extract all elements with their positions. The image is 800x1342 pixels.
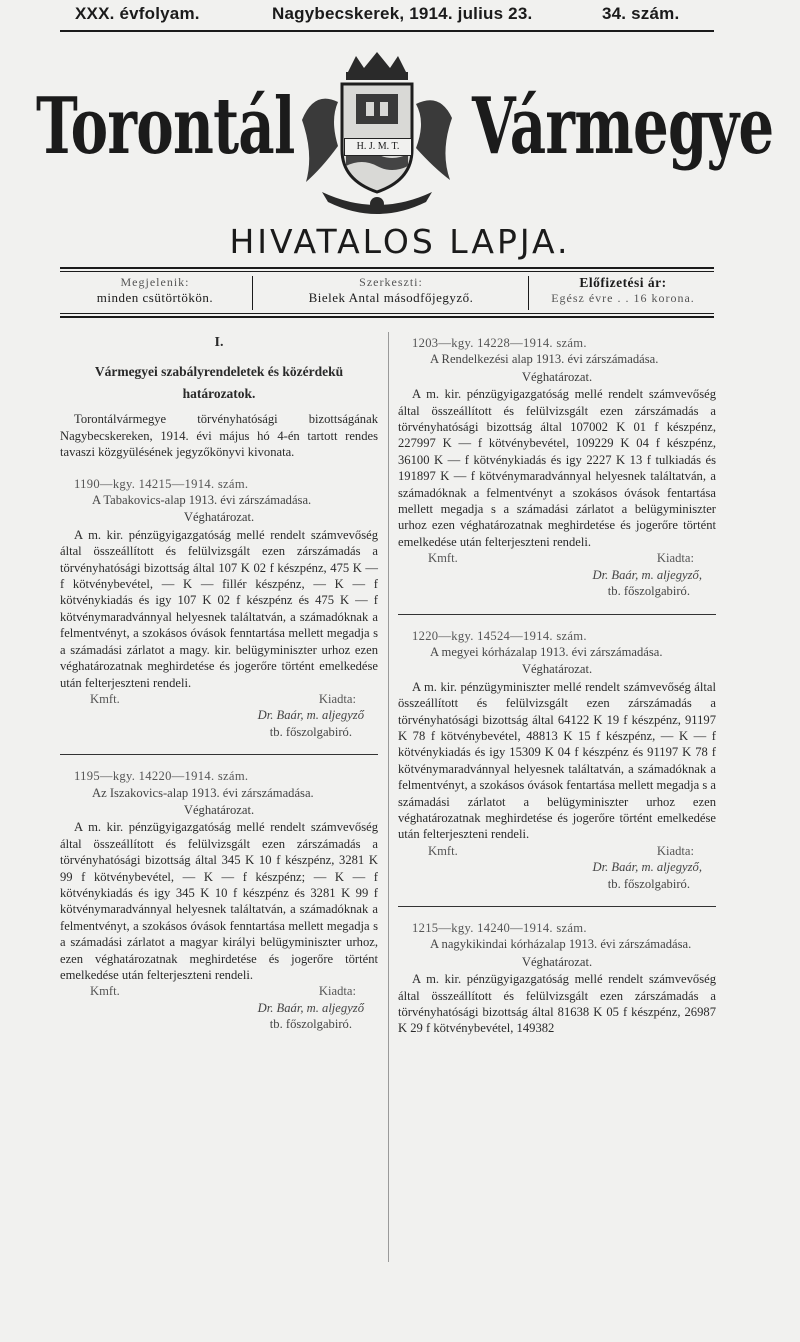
article-ref: 1203—kgy. 14228—1914. szám. [412,336,587,350]
article-separator [398,906,716,907]
section-number: I. [214,335,224,350]
coat-of-arms-icon [292,50,462,218]
published-value: minden csütörtökön. [96,290,214,305]
article-heading: Véghatározat. [521,662,593,677]
subscription-box [532,275,714,306]
signature-row [60,691,378,707]
article-ref: 1190—kgy. 14215—1914. szám. [74,476,249,491]
info-bottom-rule [60,316,714,318]
title-left: Torontál [36,81,295,172]
signer-name: Dr. Baár, m. aljegyző [257,1000,364,1015]
article-subject: A nagykikindai kórházalap 1913. évi zárszámadása. [430,937,692,952]
signer-title: tb. főszolgabiró. [607,876,690,891]
info-divider-2 [528,276,529,310]
signature-row [398,843,716,859]
kmft-label: Kmft. [428,551,458,566]
article-separator [60,754,378,755]
subscription-value: Egész évre . . 16 korona. [551,291,695,305]
coat-of-arms [292,50,462,218]
editor-box [256,275,526,306]
signature-row [60,983,378,999]
signature-row [398,550,716,566]
article-1190 [60,476,378,741]
article-ref: 1215—kgy. 14240—1914. szám. [412,921,587,935]
article-ref: 1195—kgy. 14220—1914. szám. [74,769,249,784]
article-heading: Véghatározat. [521,954,593,969]
published-label: Megjelenik: [120,275,190,289]
editor-value: Bielek Antal másodfőjegyző. [308,290,474,305]
article-subject: A Tabakovics-alap 1913. évi zárszámadása. [92,493,312,508]
info-top-rule-thin [60,271,714,272]
article-heading: Véghatározat. [183,510,255,525]
title-right: Vármegye [472,81,774,172]
subtitle: HIVATALOS LAPJA. [229,222,571,261]
article-body: A m. kir. pénzügyigazgatóság mellé rendelt számvevőség által összeállított és felülvizsgált ezen zárszámadás a törvényhatósági bizottság által 81638 K 05 f készpénz, 26987 K 29 f kötvénybevétel, 149382 [398,972,716,1036]
kiadta-label: Kiadta: [656,551,694,566]
article-1215 [398,920,716,1037]
left-column [60,335,378,1033]
signer-name: Dr. Baár, m. aljegyző [257,708,364,723]
signer-title: tb. főszolgabiró. [607,584,690,599]
kiadta-label: Kiadta: [656,843,694,858]
signer-title: tb. főszolgabiró. [269,724,352,739]
article-ref: 1220—kgy. 14524—1914. szám. [412,628,587,643]
article-body: A m. kir. pénzügyigazgatóság mellé rendelt számvevőség által összeállított és felülvizsgált ezen zárszámadás a törvényhatósági bizottság által 345 K 10 f készpénz, 3281 K 99 f kötvénybevétel, — K — f készpénz; — K — f kötvénykiadás és igy 345 K 10 f készpénz és 3281 K 99 f kötvénymaradvánnyal helyesnek találtatván, a számadóknak a felmentvényt, a szokásos óvások fenntartása mellett megadja s a számadási zárlatot a magyar királyi belügyminiszter urhoz, ezen véghatározatnak meghirdetése és jogerőre történt emelkedése után felterjeszteni rendeli. [60,820,378,982]
article-body: A m. kir. pénzügyminiszter mellé rendelt számvevőség által összeállított és felülvizsgált ezen zárszámadás a törvényhatósági bizottság által 64122 K 19 f készpénz, 91197 K 78 f kötvénybevétel, 48813 K 15 f készpénz, — K — f kötvénykiadás és igy 15309 K 04 f készpénz és 91197 K 78 f kötvénymaradvánnyal helyesnek találtatván, a számadóknak a felmentvényt, a szokásos óvások fentartása mellett megadja s a számadási zárlatot a belügyminiszter urhoz ezen véghatározatnak meghirdetése és jogerőre történt emelkedése után felterjeszteni rendeli. [398,679,716,842]
subscription-label: Előfizetési ár: [579,275,667,290]
kmft-label: Kmft. [90,984,120,999]
place-date: Nagybecskerek, 1914. julius 23. [272,4,533,23]
article-subject: A megyei kórházalap 1913. évi zárszámadása. [430,644,663,659]
article-separator [398,614,716,615]
article-heading: Véghatározat. [521,369,593,384]
article-subject: A Rendelkezési alap 1913. évi zárszámadása. [430,352,659,367]
right-column [398,335,716,1037]
kmft-label: Kmft. [90,691,120,706]
article-subject: Az Iszakovics-alap 1913. évi zárszámadása. [92,785,314,800]
signer-name: Dr. Baár, m. aljegyző, [592,567,702,582]
signer-name: Dr. Baár, m. aljegyző, [592,860,702,875]
kiadta-label: Kiadta: [318,984,356,999]
info-top-rule [60,267,714,269]
section-intro: Torontálvármegye törvényhatósági bizottságának Nagybecskereken, 1914. évi május hó 4-én tartott rendes tavaszi közgyülésének jegyzőkönyvi kivonata. [60,412,378,460]
crest-label: H. J. M. T. [344,138,412,156]
info-bottom-rule-thin [60,313,714,314]
column-divider [388,332,389,1262]
volume: XXX. évfolyam. [75,4,200,23]
section-title: Vármegyei szabályrendeletek és közérdekü határozatok. [94,364,344,402]
kmft-label: Kmft. [428,843,458,858]
published-box [60,275,250,306]
article-heading: Véghatározat. [183,802,255,817]
article-1203 [398,335,716,600]
article-body: A m. kir. pénzügyigazgatóság mellé rendelt számvevőség által összeállított és felülvizsgált ezen zárszámadás a törvényhatósági bizottság által 107002 K 01 f készpénz, 227997 K — f kötvénybevétel, 109229 K 04 f készpénz, 36100 K — f kötvénykiadás és igy 2227 K 13 f tulkiadás és 191897 K — f kötvénymaradvánnyal helyesnek találtatván, a számadóknak a felmentvényt a szokásos óvások fentartása mellett megadja s a számadási zárlatot a belügyminiszter urhoz ezen véghatározatnak meghirdetése és jogerőre történt emelkedése után felterjeszteni rendeli. [398,387,716,549]
signer-title: tb. főszolgabiró. [269,1017,352,1032]
info-divider-1 [252,276,253,310]
article-1195 [60,768,378,1033]
article-1220 [398,628,716,893]
issue-number: 34. szám. [602,4,680,23]
article-body: A m. kir. pénzügyigazgatóság mellé rendelt számvevőség által összeállított és felülvizsgált ezen zárszámadás a törvényhatósági bizottság által 107 K 02 f készpénz, 475 K — f kötvénybevétel, — K — fillér készpénz, — K — f kötvénykiadás és igy 107 K 02 f készpénz és 475 K — f kötvénymaradvánnyal helyesnek találtatván, a számadóknak a felmentvényt, a szokásos óvások fenntartása mellett megadja s a számadási zárlatot a magy. kir. belügyminiszter urhoz ezen véghatározatnak meghirdetése és jogerőre történt emelkedése után felterjeszteni rendeli. [60,527,378,690]
header-rule [60,30,714,32]
editor-label: Szerkeszti: [359,275,423,289]
kiadta-label: Kiadta: [318,691,356,706]
